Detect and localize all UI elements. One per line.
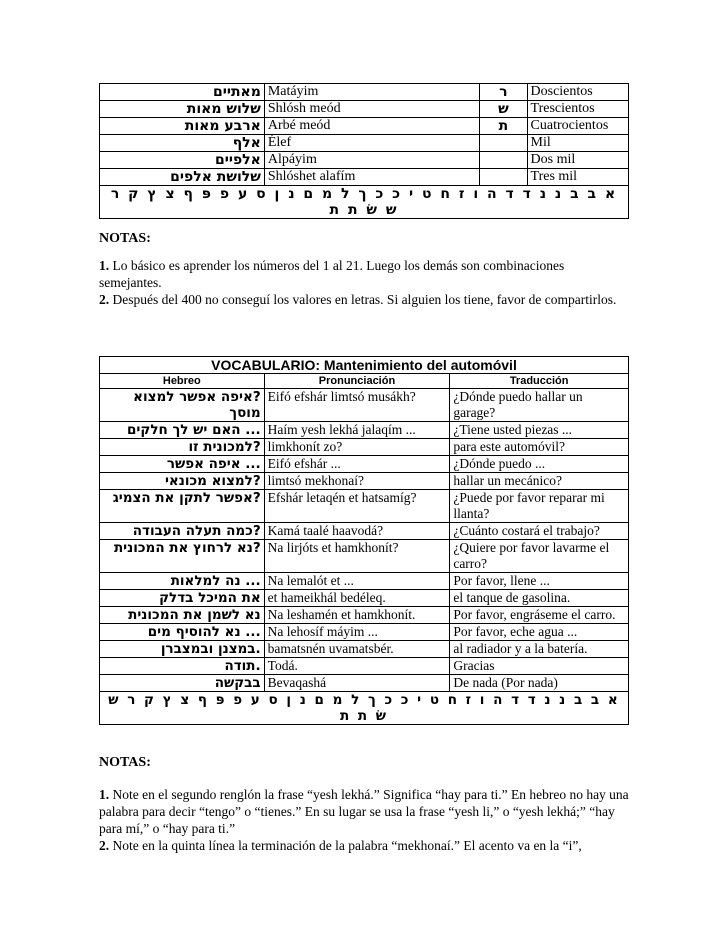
hebrew-alphabet: א ב ב נ נ ד ד ה ו ז ח ט י כ כ ך ל מ ם נ ן ס ע פ פּ ף צ ץ ק ר ש שׂ ת ת [100, 692, 629, 725]
notes-title-1: NOTAS: [99, 231, 151, 246]
vocab-translation: hallar un mecánico? [450, 473, 629, 490]
vocab-translation: Por favor, engráseme el carro. [450, 607, 629, 624]
vocab-translation: ¿Tiene usted piezas ... [450, 422, 629, 439]
vocab-row [100, 540, 629, 573]
number-letter [480, 135, 527, 152]
number-hebrew: ארבע מאות [100, 118, 265, 135]
vocab-hebrew: ?נא לרחוץ את המכונית [100, 540, 265, 573]
vocab-translation: el tanque de gasolina. [450, 590, 629, 607]
number-spanish: Cuatrocientos [527, 118, 628, 135]
col-pron-header: Pronunciación [264, 374, 450, 389]
vocab-hebrew: ?איפה אפשר למצוא מוסך [100, 389, 265, 422]
vocab-translation: al radiador y a la batería. [450, 641, 629, 658]
vocab-translation: Por favor, llene ... [450, 573, 629, 590]
alphabet-row [100, 692, 629, 725]
number-row [100, 169, 629, 186]
number-letter [480, 169, 527, 186]
vocab-hebrew: ?למצוא מכונאי [100, 473, 265, 490]
hebrew-alphabet: א ב ב נ נ ד ד ה ו ז ח ט י כ כ ך ל מ ם נ ן ס ע פ פּ ף צ ץ ק ר ש שׂ ת ת [100, 186, 629, 219]
vocab-pronunciation: Eifó efshár ... [264, 456, 450, 473]
vocab-hebrew: ... איפה אפשר [100, 456, 265, 473]
vocab-pronunciation: Haím yesh lekhá jalaqím ... [264, 422, 450, 439]
number-row [100, 118, 629, 135]
note-item: 1. Note en el segundo renglón la frase “yesh lekhá.” Significa “hay para ti.” En hebreo no hay una palabra para decir “tengo” o “tienes.” En su lugar se usa la frase “yesh li,” o “yesh lekhá;” “hay para mí,” o “hay para ti.” [99, 787, 629, 836]
number-pronunciation: Shlóshet alafím [264, 169, 479, 186]
number-letter: ש [480, 101, 527, 118]
vocab-hebrew: נא לשמן את המכונית [100, 607, 265, 624]
vocab-row [100, 523, 629, 540]
vocab-hebrew: ... נא להוסיף מים [100, 624, 265, 641]
number-row [100, 152, 629, 169]
number-hebrew: מאתיים [100, 84, 265, 101]
vocab-title: VOCABULARIO: Mantenimiento del automóvil [100, 357, 629, 374]
number-pronunciation: Alpáyim [264, 152, 479, 169]
vocab-pronunciation: limkhonít zo? [264, 439, 450, 456]
number-letter: ר [480, 84, 527, 101]
vocab-pronunciation: Na leshamén et hamkhonít. [264, 607, 450, 624]
number-spanish: Tres mil [527, 169, 628, 186]
vocab-translation: ¿Dónde puedo ... [450, 456, 629, 473]
vocab-row [100, 473, 629, 490]
col-trad-header: Traducción [450, 374, 629, 389]
vocab-row [100, 641, 629, 658]
vocab-hebrew: את המיכל בדלק [100, 590, 265, 607]
vocab-hebrew: ?אפשר לתקן את הצמיג [100, 490, 265, 523]
number-spanish: Doscientos [527, 84, 628, 101]
vocab-translation: para este automóvil? [450, 439, 629, 456]
vocab-row [100, 658, 629, 675]
note-item: 2. Note en la quinta línea la terminación de la palabra “mekhonaí.” El acento va en la “i”, [99, 838, 582, 853]
vocab-pronunciation: bamatsnén uvamatsbér. [264, 641, 450, 658]
note-item: 1. Lo básico es aprender los números del 1 al 21. Luego los demás son combinaciones semejantes. [99, 258, 565, 290]
number-letter [480, 152, 527, 169]
number-spanish: Dos mil [527, 152, 628, 169]
vocab-hebrew: .במצנן ובמצברן [100, 641, 265, 658]
vocab-hebrew: ... נה למלאות [100, 573, 265, 590]
number-pronunciation: Arbé meód [264, 118, 479, 135]
note-item: 2. Después del 400 no conseguí los valores en letras. Si alguien los tiene, favor de compartirlos. [99, 292, 617, 307]
vocab-row [100, 490, 629, 523]
col-hebrew-header: Hebreo [100, 374, 265, 389]
vocab-pronunciation: limtsó mekhonaí? [264, 473, 450, 490]
vocab-pronunciation: Bevaqashá [264, 675, 450, 692]
number-row [100, 84, 629, 101]
number-hebrew: שלושת אלפים [100, 169, 265, 186]
vocab-translation: Por favor, eche agua ... [450, 624, 629, 641]
number-spanish: Mil [527, 135, 628, 152]
vocab-row [100, 422, 629, 439]
number-pronunciation: Élef [264, 135, 479, 152]
number-pronunciation: Matáyim [264, 84, 479, 101]
vocab-pronunciation: Efshár letaqén et hatsamíg? [264, 490, 450, 523]
vocab-pronunciation: Na lirjóts et hamkhonít? [264, 540, 450, 573]
vocab-translation: De nada (Por nada) [450, 675, 629, 692]
vocab-table [99, 356, 629, 725]
vocab-hebrew: ?כמה תעלה העבודה [100, 523, 265, 540]
vocab-row [100, 590, 629, 607]
vocab-translation: ¿Puede por favor reparar mi llanta? [450, 490, 629, 523]
number-hebrew: אלפיים [100, 152, 265, 169]
vocab-translation: ¿Cuánto costará el trabajo? [450, 523, 629, 540]
vocab-pronunciation: Na lemalót et ... [264, 573, 450, 590]
vocab-pronunciation: et hameikhál bedéleq. [264, 590, 450, 607]
alphabet-row [100, 186, 629, 219]
vocab-row [100, 607, 629, 624]
vocab-row [100, 675, 629, 692]
vocab-translation: Gracias [450, 658, 629, 675]
number-letter: ת [480, 118, 527, 135]
vocab-pronunciation: Kamá taalé haavodá? [264, 523, 450, 540]
vocab-pronunciation: Todá. [264, 658, 450, 675]
vocab-pronunciation: Eifó efshár limtsó musákh? [264, 389, 450, 422]
notes-block-1 [99, 257, 629, 308]
vocab-pronunciation: Na lehosíf máyim ... [264, 624, 450, 641]
vocab-hebrew: .תודה [100, 658, 265, 675]
numbers-table [99, 83, 629, 219]
vocab-row [100, 439, 629, 456]
vocab-row [100, 573, 629, 590]
notes-block-2 [99, 786, 634, 854]
number-pronunciation: Shlósh meód [264, 101, 479, 118]
notes-title-2: NOTAS: [99, 755, 151, 770]
vocab-row [100, 624, 629, 641]
vocab-row [100, 389, 629, 422]
vocab-translation: ¿Quiere por favor lavarme el carro? [450, 540, 629, 573]
vocab-hebrew: בבקשה [100, 675, 265, 692]
number-row [100, 101, 629, 118]
vocab-translation: ¿Dónde puedo hallar un garage? [450, 389, 629, 422]
vocab-hebrew: ?למכונית זו [100, 439, 265, 456]
number-row [100, 135, 629, 152]
number-hebrew: שלוש מאות [100, 101, 265, 118]
number-hebrew: אלף [100, 135, 265, 152]
vocab-hebrew: ... האם יש לך חלקים [100, 422, 265, 439]
vocab-row [100, 456, 629, 473]
number-spanish: Trescientos [527, 101, 628, 118]
